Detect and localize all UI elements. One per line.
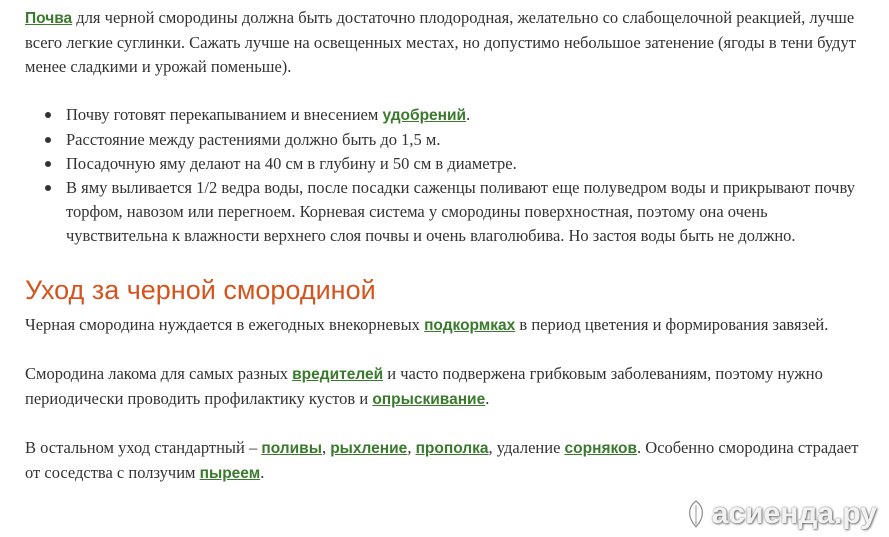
paragraph-soil (25, 6, 870, 79)
link-polivy[interactable]: поливы (261, 440, 322, 457)
link-pochva[interactable]: Почва (25, 10, 73, 27)
link-sornyakov[interactable]: сорняков (564, 440, 638, 457)
link-propolka[interactable]: прополка (415, 440, 489, 457)
link-opryskivanie[interactable]: опрыскивание (372, 391, 486, 408)
paragraph-feeding: Черная смородина нуждается в ежегодных внекорневых подкормках в период цветения и формирования завязей. (25, 315, 829, 334)
list-item: Почву готовят перекапыванием и внесением удобрений. (25, 103, 870, 128)
link-pyreem[interactable]: пыреем (199, 465, 261, 482)
list-item: Посадочную яму делают на 40 см в глубину и 50 см в диаметре. (25, 152, 870, 176)
list-item: В яму выливается 1/2 ведра воды, после посадки саженцы поливают еще полуведром воды и прикрывают почву торфом, навозом или перегноем. Корневая система у смородины поверхностная, поэтому она очень чувствительна к влажности верхнего слоя почвы и очень влаголюбива. Но застоя воды быть не должно. (25, 176, 870, 248)
link-ryhlenie[interactable]: рыхление (330, 440, 408, 457)
bullet-list (25, 103, 870, 248)
list-item: Расстояние между растениями должно быть до 1,5 м. (25, 128, 870, 152)
paragraph-soil-text: для черной смородины должна быть достаточно плодородная, желательно со слабощелочной реакцией, лучше всего легкие суглинки. Сажать лучше на освещенных местах, но допустимо небольшое затенение (ягоды в тени будут менее сладкими и урожай поменьше). (25, 8, 856, 76)
article-content (25, 6, 870, 486)
link-udobreniy[interactable]: удобрений (382, 107, 467, 124)
leaf-icon (684, 499, 708, 529)
watermark (684, 497, 877, 531)
link-podkormkah[interactable]: подкормках (424, 317, 516, 334)
section-heading: Уход за черной смородиной (25, 275, 376, 305)
paragraph-care: В остальном уход стандартный – поливы, рыхление, прополка, удаление сорняков. Особенно смородина страдает от соседства с ползучим пыреем. (25, 438, 859, 482)
watermark-text: асиенда.ру (711, 497, 877, 530)
link-vrediteley[interactable]: вредителей (292, 366, 384, 383)
paragraph-pests: Смородина лакома для самых разных вредителей и часто подвержена грибковым заболеваниям, поэтому нужно периодически проводить профилактику кустов и опрыскивание. (25, 364, 823, 408)
